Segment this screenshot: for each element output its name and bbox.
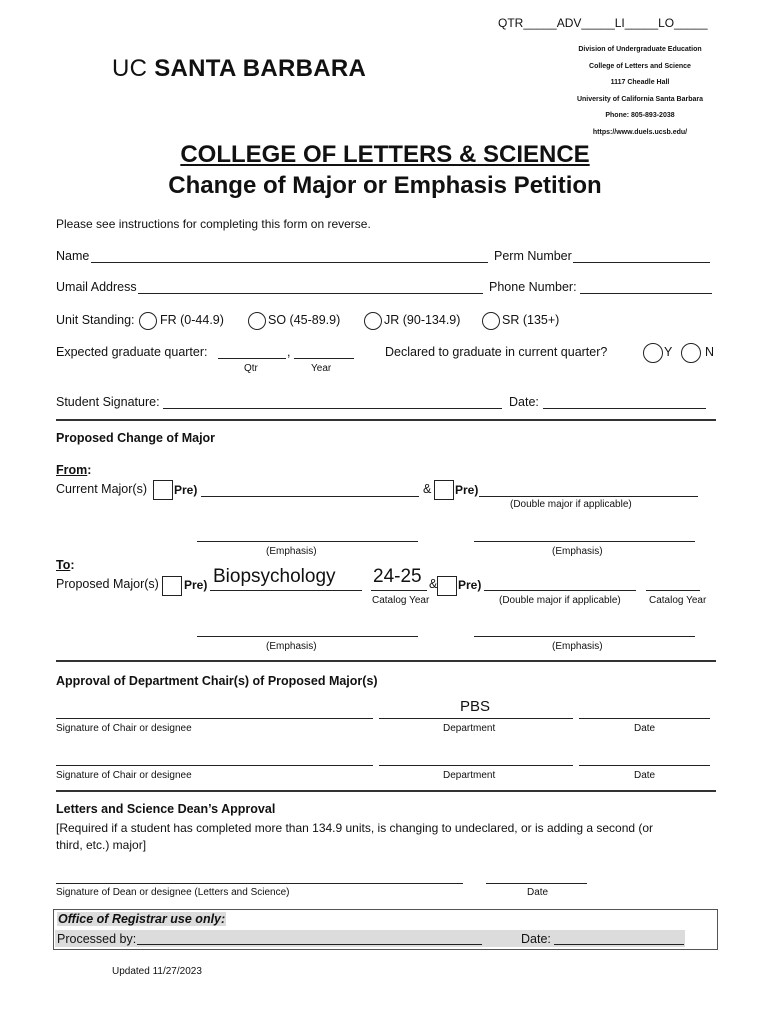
catalog-year-caption: Catalog Year	[372, 595, 430, 606]
dean-date-caption: Date	[527, 887, 549, 898]
catalog-year2-field[interactable]	[646, 590, 700, 591]
unit-standing-label: Unit Standing:	[56, 313, 135, 327]
dean-signature-field[interactable]	[56, 883, 463, 884]
declared-no-label: N	[705, 345, 715, 359]
address-line: College of Letters and Science	[589, 62, 691, 70]
division-address	[560, 46, 720, 145]
grad-separator: ,	[287, 345, 291, 359]
declared-graduate-label: Declared to graduate in current quarter?	[385, 345, 608, 359]
unit-jr-radio[interactable]	[364, 312, 382, 330]
declared-yes-label: Y	[664, 345, 673, 359]
date-caption: Date	[634, 723, 656, 734]
proposed-emphasis2-field[interactable]	[474, 636, 695, 637]
approval-heading: Approval of Department Chair(s) of Proposed Major(s)	[56, 674, 378, 688]
current-emphasis-field[interactable]	[197, 541, 418, 542]
student-signature-label: Student Signature:	[56, 395, 160, 409]
ucsb-logo	[112, 55, 366, 83]
emphasis-caption: (Emphasis)	[266, 641, 317, 652]
phone-number-field[interactable]	[580, 293, 712, 294]
to-label	[56, 558, 75, 572]
umail-field[interactable]	[138, 293, 483, 294]
registrar-date-label: Date:	[521, 932, 551, 946]
pre-label: Pre)	[455, 483, 479, 497]
double-major-caption: (Double major if applicable)	[510, 499, 632, 510]
pre-label: Pre)	[184, 578, 208, 592]
name-label: Name	[56, 249, 90, 263]
date-caption: Date	[634, 770, 656, 781]
pre-label: Pre)	[458, 578, 482, 592]
phone-number-label: Phone Number:	[489, 280, 577, 294]
processed-by-label: Processed by:	[57, 932, 137, 946]
from-label	[56, 463, 91, 477]
proposed-majors-label: Proposed Major(s)	[56, 577, 159, 591]
address-line: University of California Santa Barbara	[576, 95, 704, 103]
from-text: From	[56, 463, 88, 477]
double-major-caption: (Double major if applicable)	[499, 595, 621, 606]
chair-date-field[interactable]	[579, 718, 710, 719]
dean-note-line1: [Required if a student has completed more than 134.9 units, is changing to undeclared, or is adding a second (or	[56, 821, 654, 835]
catalog-year-field[interactable]	[371, 590, 427, 591]
catalog-year-caption: Catalog Year	[649, 595, 707, 606]
registrar-date-field[interactable]	[554, 944, 684, 945]
current-major2-field[interactable]	[479, 496, 698, 497]
registrar-heading: Office of Registrar use only:	[58, 912, 226, 926]
student-date-field[interactable]	[543, 408, 706, 409]
perm-number-field[interactable]	[573, 262, 710, 263]
department-field[interactable]	[379, 718, 573, 719]
section-divider	[56, 419, 716, 421]
dean-date-field[interactable]	[486, 883, 587, 884]
grad-year-caption: Year	[311, 363, 332, 374]
pre-label: Pre)	[174, 483, 198, 497]
current-major-field[interactable]	[201, 496, 419, 497]
catalog-year-value[interactable]: 24-25	[373, 566, 422, 587]
declared-yes-radio[interactable]	[643, 343, 663, 363]
emphasis-caption: (Emphasis)	[266, 546, 317, 557]
section-divider	[56, 660, 716, 662]
perm-number-label: Perm Number	[494, 249, 572, 263]
dean-signature-caption: Signature of Dean or designee (Letters and Science)	[56, 887, 290, 898]
chair-date-field-2[interactable]	[579, 765, 710, 766]
section-divider	[56, 790, 716, 792]
to-colon: :	[70, 558, 75, 572]
dean-approval-heading: Letters and Science Dean’s Approval	[56, 802, 276, 816]
address-line: https://www.duels.ucsb.edu/	[592, 128, 688, 136]
unit-sr-radio[interactable]	[482, 312, 500, 330]
grad-qtr-caption: Qtr	[244, 363, 258, 374]
student-signature-field[interactable]	[163, 408, 502, 409]
to-text: To	[56, 558, 71, 572]
declared-no-radio[interactable]	[681, 343, 701, 363]
current-emphasis2-field[interactable]	[474, 541, 695, 542]
student-date-label: Date:	[509, 395, 539, 409]
proposed-major2-field[interactable]	[484, 590, 636, 591]
unit-sr-label: SR (135+)	[502, 313, 560, 327]
current-major2-pre-checkbox[interactable]	[434, 480, 454, 500]
processed-by-field[interactable]	[137, 944, 482, 945]
dean-note-line2: third, etc.) major]	[56, 838, 147, 852]
proposed-change-heading: Proposed Change of Major	[56, 431, 216, 445]
proposed-emphasis-field[interactable]	[197, 636, 418, 637]
unit-so-radio[interactable]	[248, 312, 266, 330]
unit-fr-radio[interactable]	[139, 312, 157, 330]
tracking-codes: QTR_____ADV_____LI_____LO_____	[498, 16, 708, 30]
grad-year-field[interactable]	[294, 358, 354, 359]
chair-signature-field-2[interactable]	[56, 765, 373, 766]
chair-signature-field[interactable]	[56, 718, 373, 719]
current-major-pre-checkbox[interactable]	[153, 480, 173, 500]
name-field[interactable]	[91, 262, 488, 263]
emphasis-caption: (Emphasis)	[552, 641, 603, 652]
grad-quarter-label: Expected graduate quarter:	[56, 345, 208, 359]
ampersand: &	[429, 577, 438, 591]
instructions-text: Please see instructions for completing this form on reverse.	[56, 217, 371, 231]
unit-so-label: SO (45-89.9)	[268, 313, 341, 327]
logo-santa-barbara: SANTA BARBARA	[154, 55, 367, 82]
chair-signature-caption: Signature of Chair or designee	[56, 723, 192, 734]
department-field-2[interactable]	[379, 765, 573, 766]
department-value[interactable]: PBS	[460, 698, 491, 715]
ampersand: &	[423, 482, 432, 496]
address-line: Phone: 805-893-2038	[605, 112, 675, 119]
department-caption: Department	[443, 770, 496, 781]
proposed-major-value[interactable]: Biopsychology	[213, 566, 336, 587]
proposed-major2-pre-checkbox[interactable]	[437, 576, 457, 596]
logo-uc: UC	[112, 55, 148, 82]
department-caption: Department	[443, 723, 496, 734]
updated-date: Updated 11/27/2023	[112, 966, 202, 977]
from-colon: :	[87, 463, 92, 477]
umail-label: Umail Address	[56, 280, 137, 294]
current-majors-label: Current Major(s)	[56, 482, 147, 496]
address-line: 1117 Cheadle Hall	[610, 79, 670, 86]
address-line: Division of Undergraduate Education	[578, 46, 702, 53]
form-subtitle: Change of Major or Emphasis Petition	[168, 172, 602, 199]
form-title: COLLEGE OF LETTERS & SCIENCE	[180, 141, 590, 168]
emphasis-caption: (Emphasis)	[552, 546, 603, 557]
chair-signature-caption: Signature of Chair or designee	[56, 770, 192, 781]
proposed-major-pre-checkbox[interactable]	[162, 576, 182, 596]
unit-jr-label: JR (90-134.9)	[384, 313, 461, 327]
grad-quarter-field[interactable]	[218, 358, 286, 359]
unit-fr-label: FR (0-44.9)	[160, 313, 224, 327]
proposed-major-field[interactable]	[210, 590, 362, 591]
